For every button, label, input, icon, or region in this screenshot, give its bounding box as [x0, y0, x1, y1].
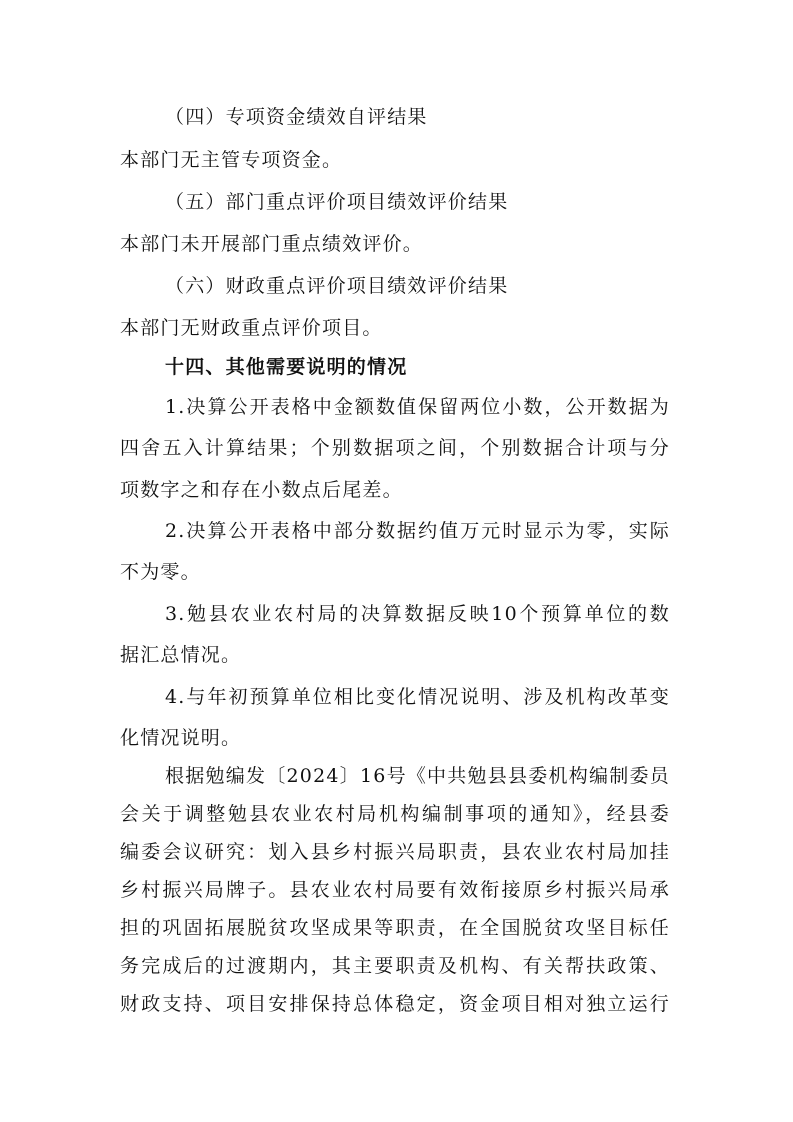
paragraph-line: 化情况说明。 — [120, 727, 242, 749]
paragraph-line: 乡村振兴局牌子。县农业农村局要有效衔接原乡村振兴局承 — [120, 879, 670, 901]
paragraph-line: 据汇总情况。 — [120, 644, 242, 666]
paragraph-line: 不为零。 — [120, 561, 201, 583]
section-5-heading: （五）部门重点评价项目绩效评价结果 — [165, 191, 509, 213]
paragraph-line: 会关于调整勉县农业农村局机构编制事项的通知》，经县委 — [120, 803, 670, 825]
paragraph-line: 担的巩固拓展脱贫攻坚成果等职责，在全国脱贫攻坚目标任 — [120, 917, 670, 939]
section-14-heading: 十四、其他需要说明的情况 — [165, 356, 408, 378]
paragraph-line: 3.勉县农业农村局的决算数据反映10个预算单位的数 — [165, 603, 670, 625]
paragraph-line: 4.与年初预算单位相比变化情况说明、涉及机构改革变 — [165, 686, 670, 708]
paragraph-line: 编委会议研究：划入县乡村振兴局职责，县农业农村局加挂 — [120, 841, 670, 863]
section-6-body: 本部门无财政重点评价项目。 — [120, 317, 383, 339]
paragraph-line: 务完成后的过渡期内，其主要职责及机构、有关帮扶政策、 — [120, 955, 670, 977]
paragraph-line: 项数字之和存在小数点后尾差。 — [120, 479, 403, 501]
section-4-body: 本部门无主管专项资金。 — [120, 149, 343, 171]
paragraph-line: 2.决算公开表格中部分数据约值万元时显示为零，实际 — [165, 520, 670, 542]
section-6-heading: （六）财政重点评价项目绩效评价结果 — [165, 275, 509, 297]
paragraph-line: 四舍五入计算结果；个别数据项之间，个别数据合计项与分 — [120, 437, 670, 459]
section-4-heading: （四）专项资金绩效自评结果 — [165, 106, 428, 128]
paragraph-line: 财政支持、项目安排保持总体稳定，资金项目相对独立运行 — [120, 993, 670, 1015]
paragraph-line: 根据勉编发〔2024〕16号《中共勉县县委机构编制委员 — [165, 765, 670, 787]
section-5-body: 本部门未开展部门重点绩效评价。 — [120, 233, 424, 255]
paragraph-line: 1.决算公开表格中金额数值保留两位小数，公开数据为 — [165, 396, 670, 418]
